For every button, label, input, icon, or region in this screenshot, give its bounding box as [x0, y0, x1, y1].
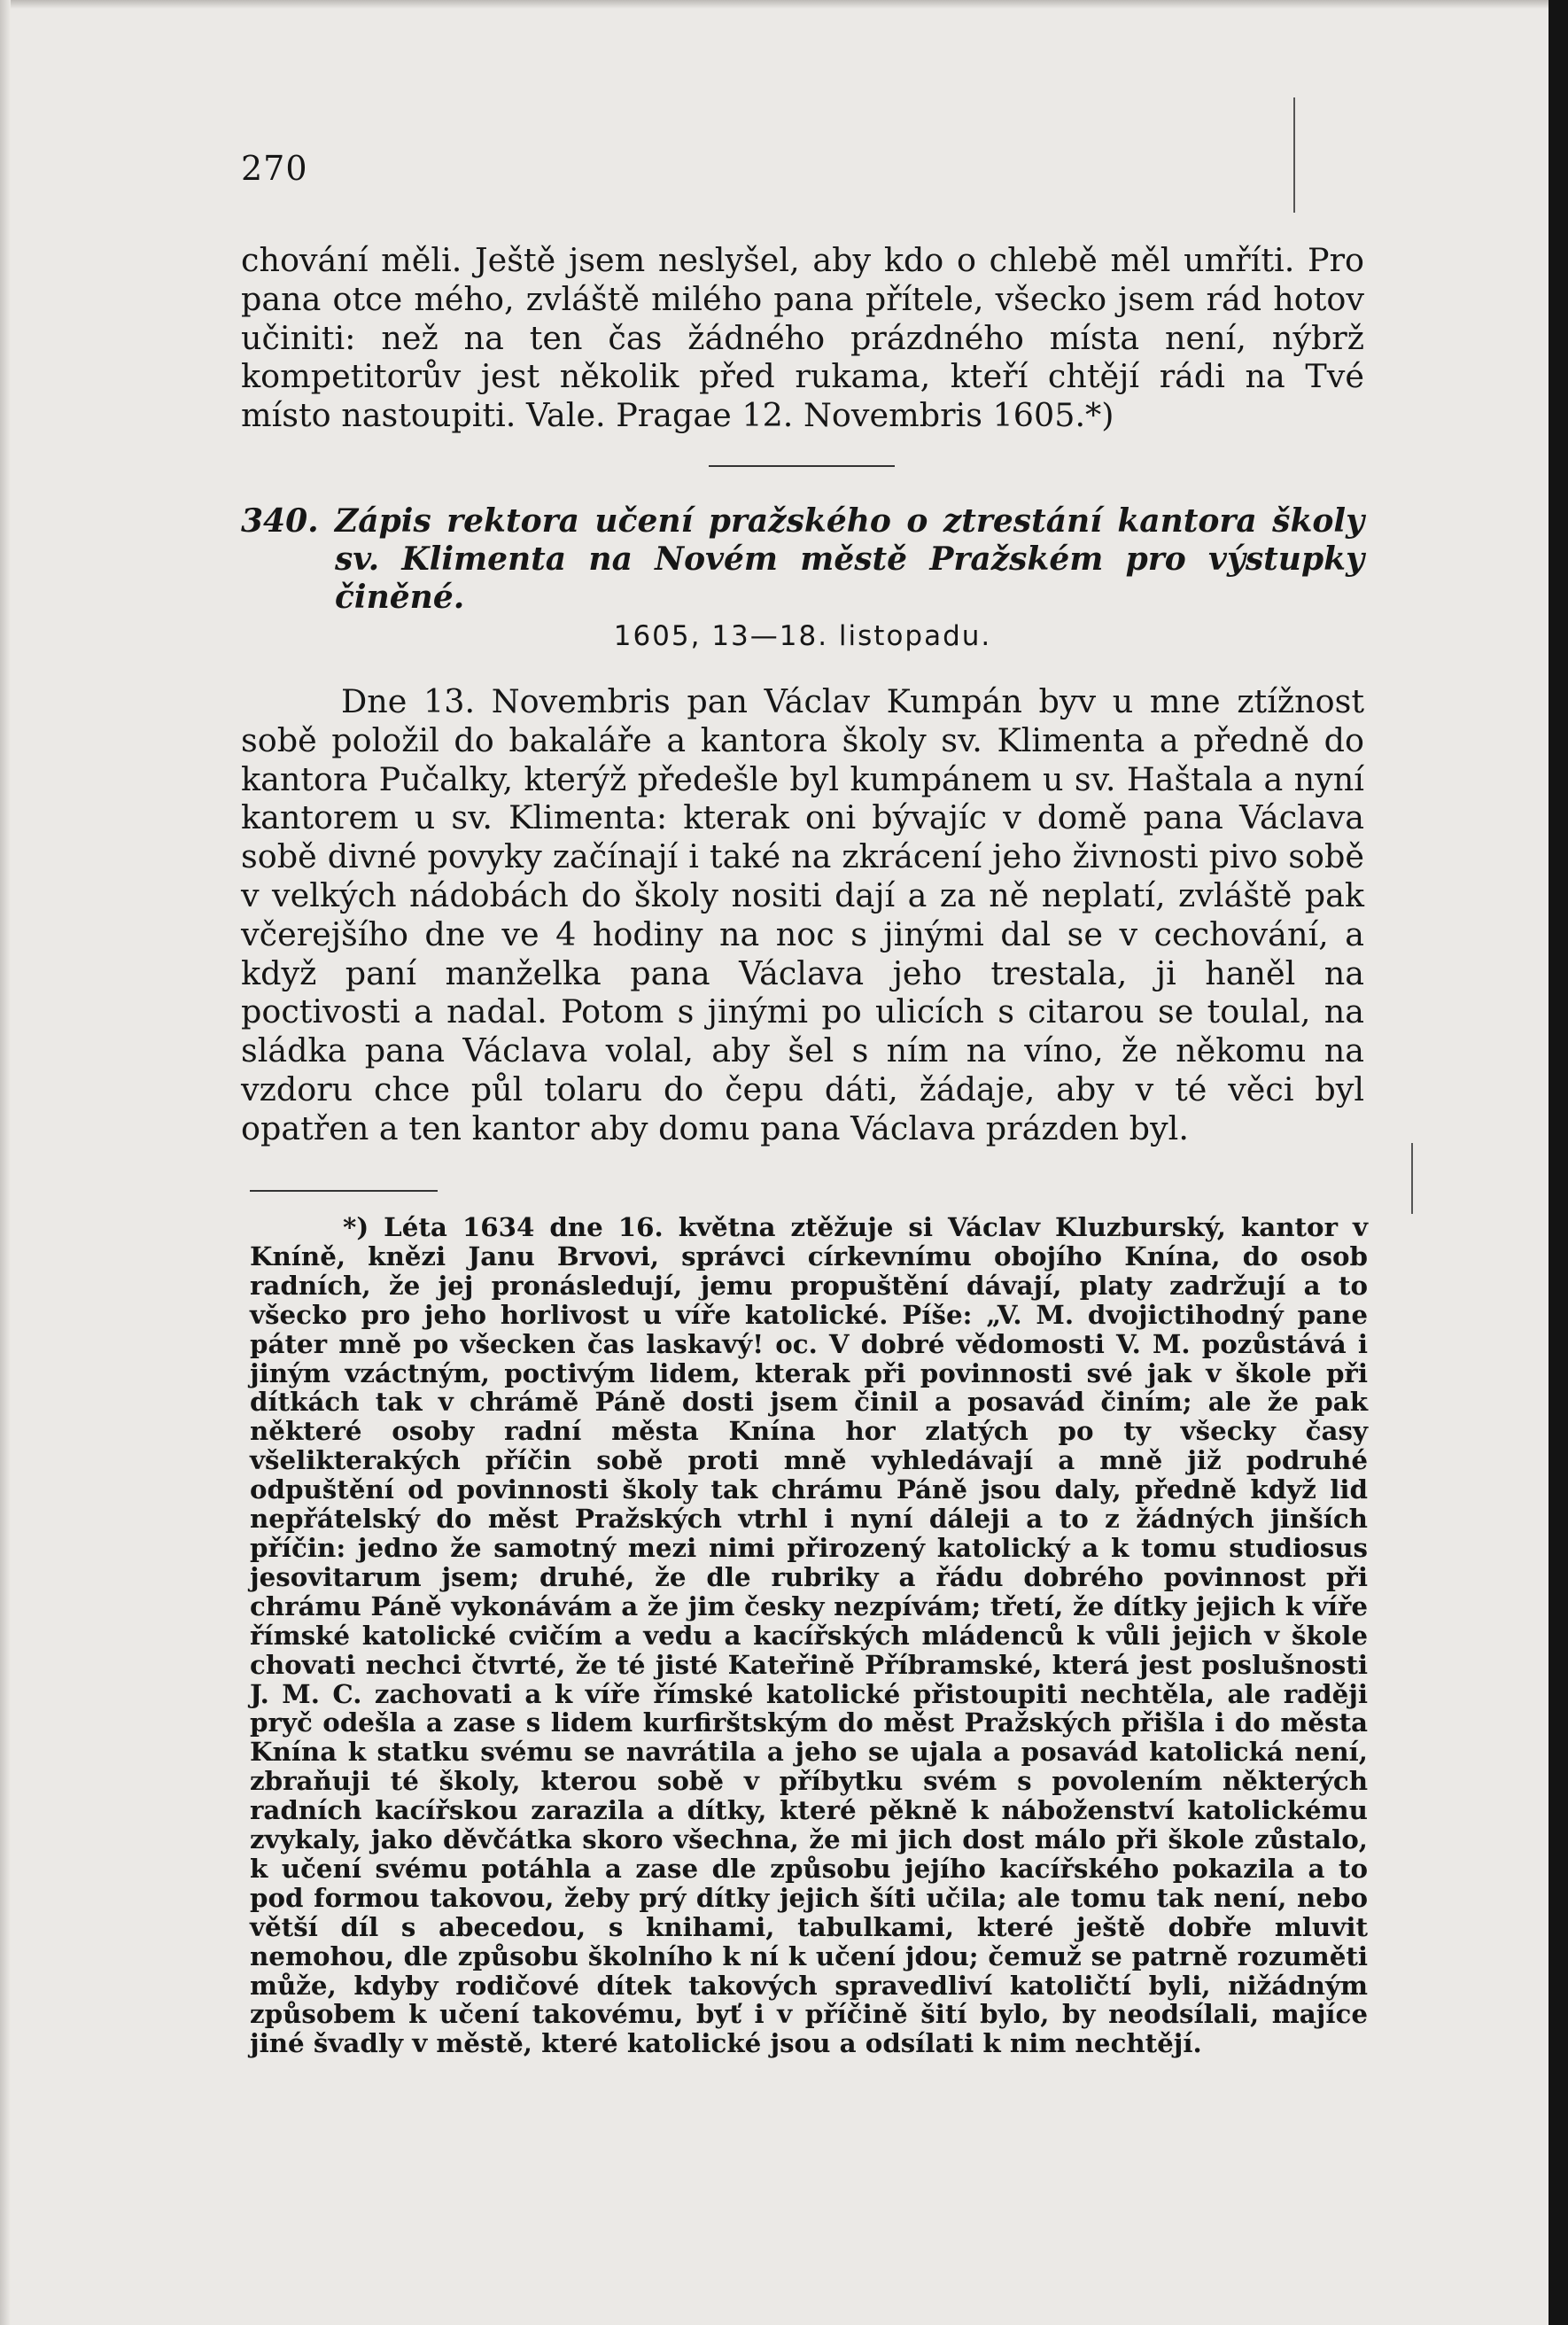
page-number: 270 — [241, 149, 308, 188]
paragraph-continued: chování měli. Ještě jsem neslyšel, aby kdo o chlebě měl umříti. Pro pana otce mého, zvláště milého pana přítele, všecko jsem rád hotov učiniti: než na ten čas žádného prázdného místa není, nýbrž kompetitorův jest několik před rukama, kteří chtějí rádi na Tvé místo nastoupiti. Vale. Pragae 12. Novembris 1605.*) — [241, 241, 1364, 435]
paragraph-entry: Dne 13. Novembris pan Václav Kumpán byv u mne ztížnost sobě položil do bakaláře a kantora školy sv. Klimenta a předně do kantora Pučalky, kterýž předešle byl kumpánem u sv. Haštala a nyní kantorem u sv. Klimenta: kterak oni bývajíc v domě pana Václava sobě divné povyky začínají i také na zkrácení jeho živnosti pivo sobě v velkých nádobách do školy nositi dají a za ně neplatí, zvláště pak včerejšího dne ve 4 hodiny na noc s jinými dal se v cechování, a když paní manželka pana Václava jeho trestala, ji haněl na poctivosti a nadal. Potom s jinými po ulicích s citarou se toulal, na sládka pana Václava volal, aby šel s ním na víno, že někomu na vzdoru chce půl tolaru do čepu dáti, žádaje, aby v té věci byl opatřen a ten kantor aby domu pana Václava prázden byl. — [241, 682, 1364, 1147]
section-divider — [709, 465, 895, 467]
scan-mark — [1411, 1143, 1413, 1214]
footnote: *) Léta 1634 dne 16. května ztěžuje si Václav Kluzburský, kantor v Kníně, knězi Janu Brvovi, správci církevnímu obojího Knína, do osob radních, že jej pronásledují, jemu propuštění dávají, platy zadržují a to všecko pro jeho horlivost u víře katolické. Píše: „V. M. dvojictihodný pane páter mně po všecken čas laskavý! oc. V dobré vědomosti V. M. pozůstává i jiným vzáctným, poctivým lidem, kterak při povinnosti své jak v škole při dítkách tak v chrámě Páně dosti jsem činil a posavád činím; ale že pak některé osoby radní města Knína hor zlatých po ty všecky časy všelikterakých příčin sobě proti mně vyhledávají a mně již podruhé odpuštění od povinnosti školy tak chrámu Páně jsou daly, předně když lid nepřátelský do měst Pražských vtrhl i nyní dáleji a to z žádných jinších příčin: jedno že samotný mezi nimi přirozený katolický a k tomu studiosus jesovitarum jsem; druhé, že dle rubriky a řádu dobrého povinnost při chrámu Páně vykonávám a že jim česky nezpívám; třetí, že dítky jejich k víře římské katolické cvičím a vedu a kacířských mládenců k vůli jejich v škole chovati nechci čtvrté, že té jisté Kateřině Příbramské, která jest poslušnosti J. M. C. zachovati a k víře římské katolické přistoupiti nechtěla, ale raději pryč odešla a zase s lidem kurfirštským do měst Pražských přišla i do města Knína k statku svému se navrátila a jeho se ujala a posavád katolická není, zbraňuji té školy, kterou sobě v příbytku svém s povolením některých radních kacířskou zarazila a dítky, které pěkně k náboženství katolickému zvykaly, jako děvčátka skoro všechna, že mi jich dost málo při škole zůstalo, k učení svému potáhla a zase dle způsobu jejího kacířského pokazila a to pod formou takovou, žeby prý dítky jejich šíti učila; ale tomu tak není, nebo větší díl s abecedou, s knihami, tabulkami, které ještě dobře mluvit nemohou, dle způsobu školního k ní k učení jdou; čemuž se patrně rozuměti může, kdyby rodičové dítek takových spravedliví katoličtí byli, nižádným způsobem k učení takovému, byť i v příčině šití bylo, by neodsílali, majíce jiné švadly v městě, které katolické jsou a odsílati k nim nechtějí. — [250, 1211, 1368, 2059]
scan-top-edge — [0, 0, 1568, 9]
document-heading — [241, 502, 1364, 617]
document-date: 1605, 13—18. listopadu. — [613, 620, 992, 652]
scan-left-edge — [0, 0, 11, 2325]
document-title: Zápis rektora učení pražského o ztrestání kantora školy sv. Klimenta na Novém městě Pražském pro výstupky činěné. — [335, 502, 1364, 616]
footnote-divider — [250, 1190, 438, 1192]
scan-mark — [1293, 97, 1295, 213]
document-number: 340. — [241, 502, 319, 540]
scan-right-edge — [1549, 0, 1568, 2325]
